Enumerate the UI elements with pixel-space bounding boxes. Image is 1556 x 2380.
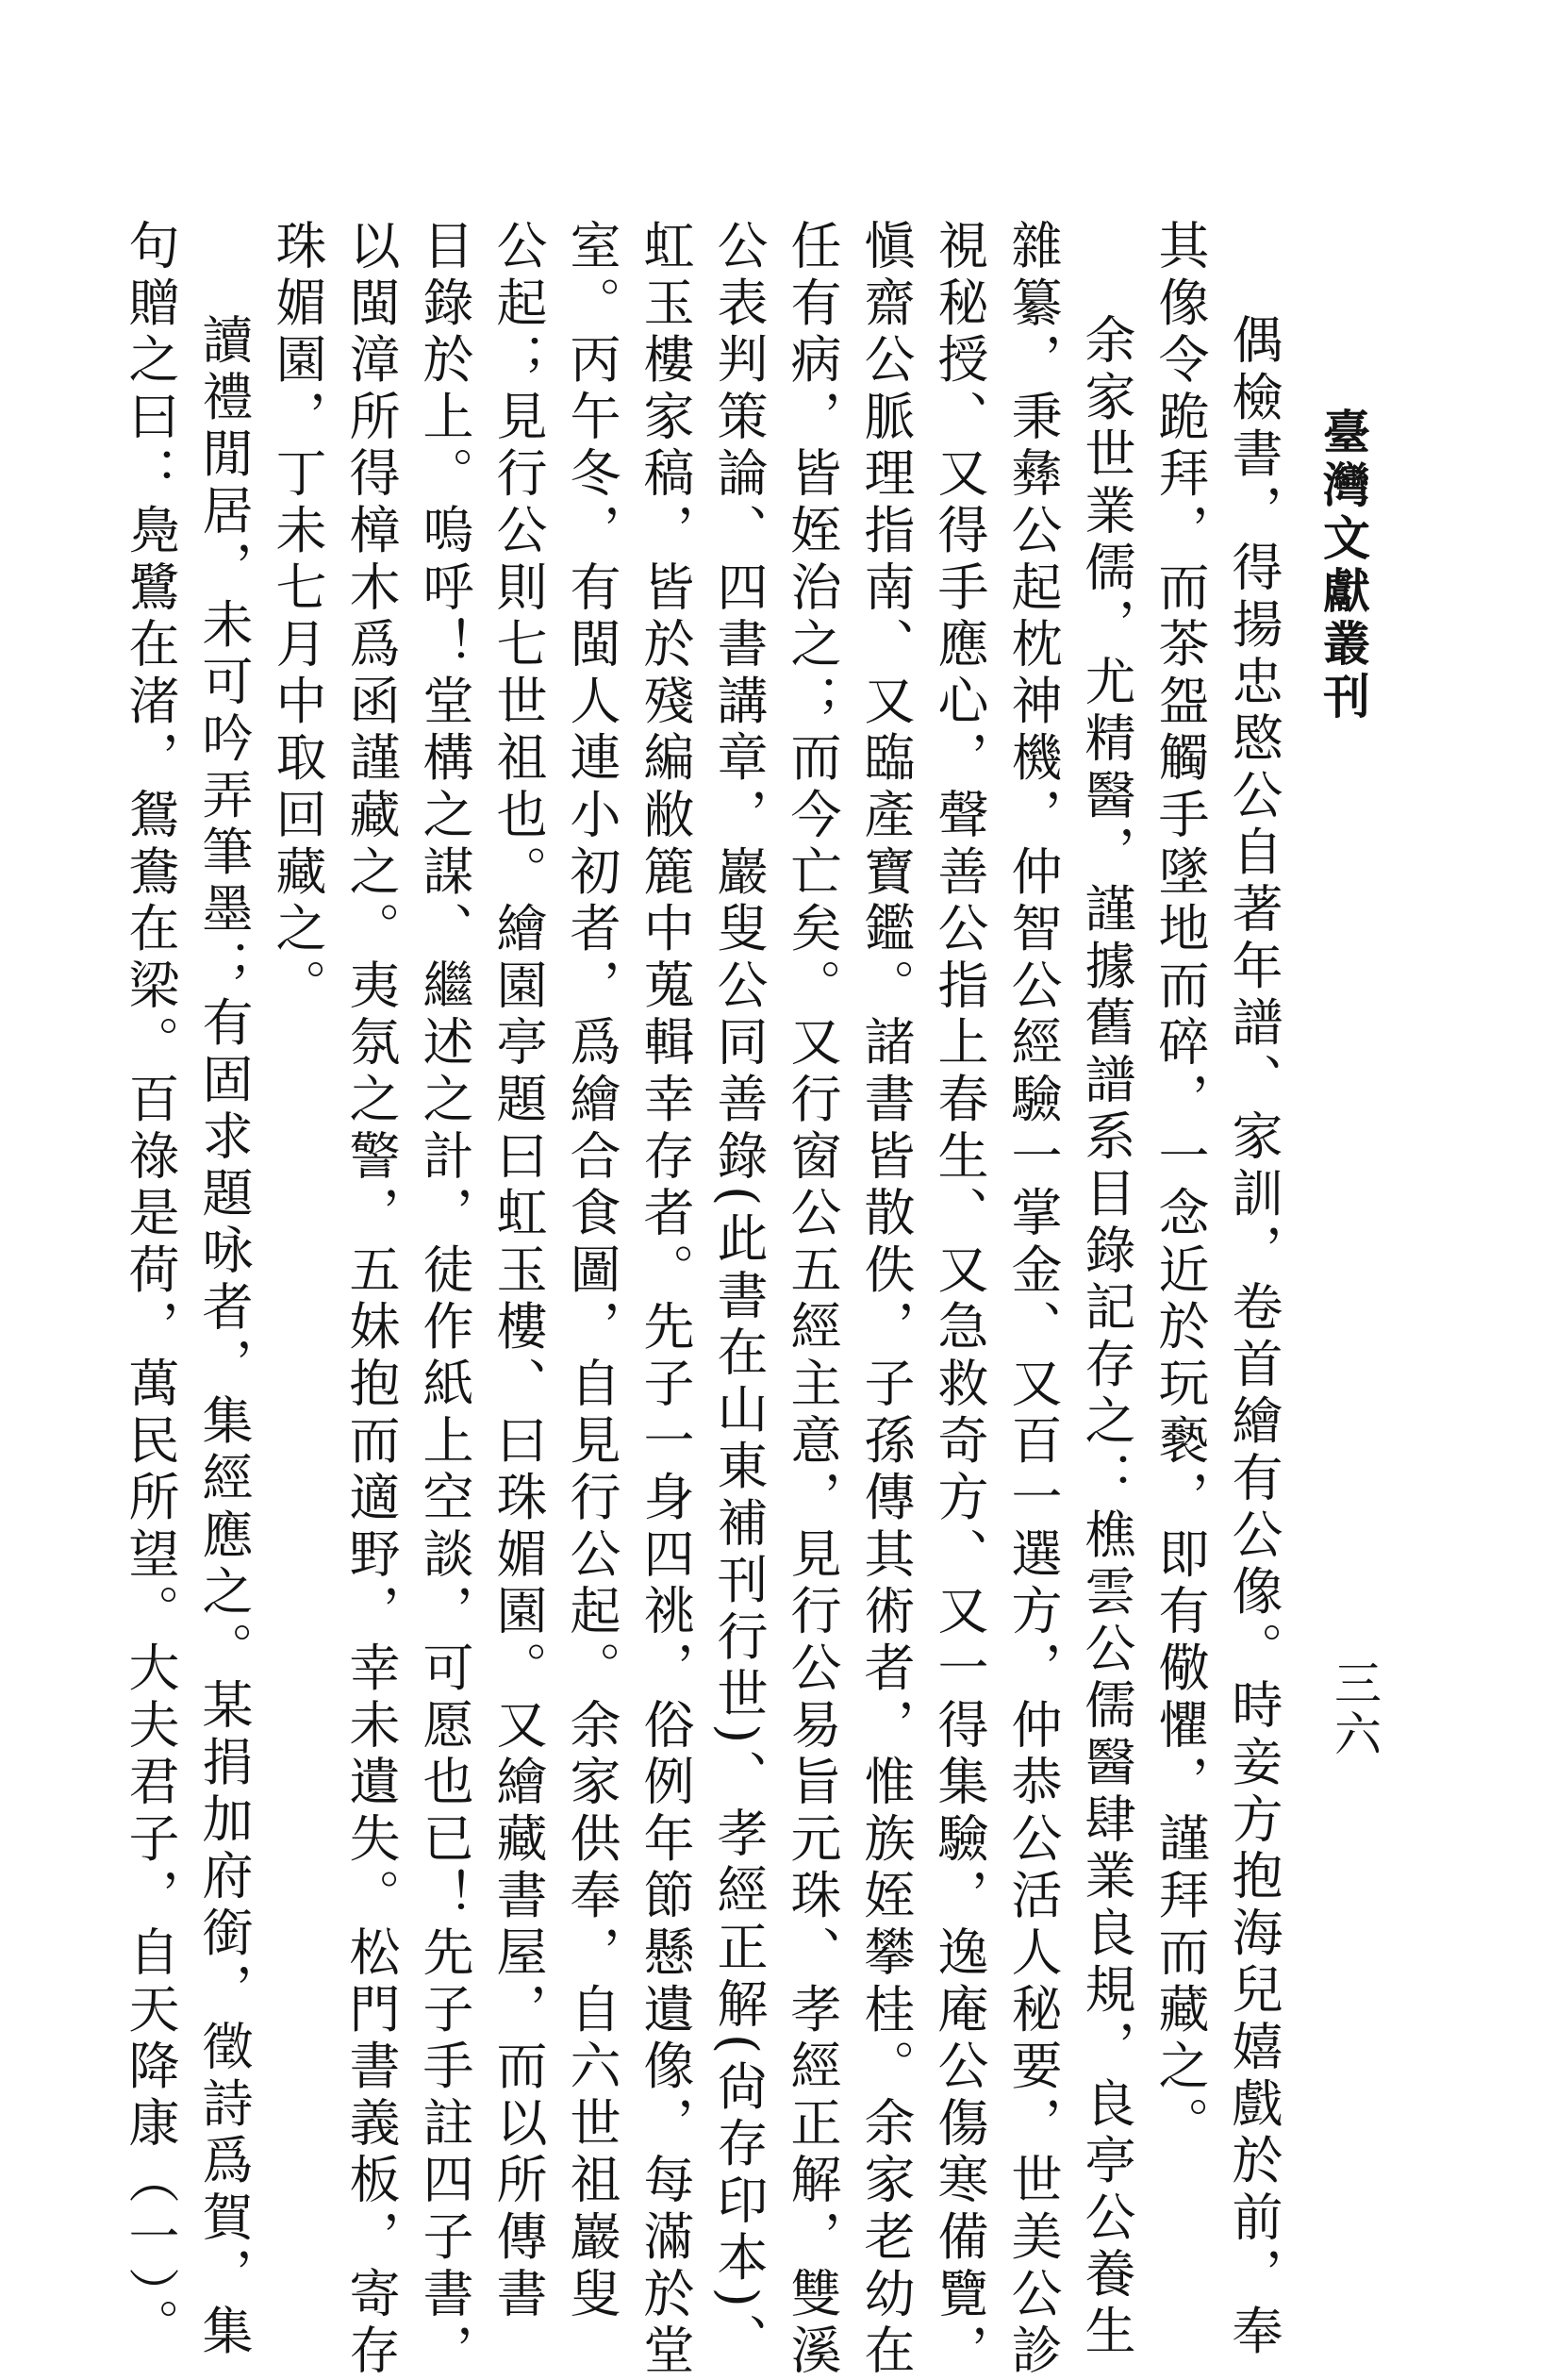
text-column-10: 室。丙午冬，有閩人連小初者，爲繪合食圖，自見行公起。余家供奉，自六世祖巖叟 <box>562 219 621 2324</box>
text-column-6: 愼齋公脈理指南、又臨產寶鑑。諸書皆散佚，子孫傳其術者，惟族姪攀桂。余家老幼在 <box>856 219 916 2380</box>
text-column-8: 公表判策論、四書講章，巖叟公同善錄(此書在山東補刊行世)、孝經正解(尙存印本)、 <box>709 219 769 2371</box>
page-header-title: 臺灣文獻叢刊 <box>1316 408 1371 724</box>
page-number: 三六 <box>1327 1658 1382 1760</box>
text-column-13: 以閩漳所得樟木爲函謹藏之。夷氛之警，五妹抱而適野，幸未遺失。松門書義板，寄存 <box>341 219 401 2380</box>
text-column-15: 讀禮閒居，未可吟弄筆墨；有固求題咏者，集經應之。某捐加府銜，徵詩爲賀，集 <box>194 313 254 2361</box>
text-column-9: 虹玉樓家稿，皆於殘編敝簏中蒐輯幸存者。先子一身四祧，俗例年節懸遺像，每滿於堂 <box>636 219 695 2380</box>
text-column-11: 公起；見行公則七世祖也。繪園亭題曰虹玉樓、曰珠媚園。又繪藏書屋，而以所傳書 <box>488 219 548 2324</box>
text-column-2: 其像令跪拜，而茶盌觸手墜地而碎，一念近於玩褻，即有儆懼，謹拜而藏之。 <box>1150 219 1210 2154</box>
text-column-4: 雜纂，秉彝公起枕神機，仲智公經驗一掌金、又百一選方，仲恭公活人秘要，世美公診 <box>1003 219 1063 2380</box>
text-column-12: 目錄於上。嗚呼！堂構之謀、繼述之計，徒作紙上空談，可愿也已！先子手註四子書， <box>415 219 474 2380</box>
text-column-7: 任有病，皆姪治之；而今亡矣。又行窗公五經主意，見行公易旨元珠、孝經正解，雙溪 <box>783 219 842 2380</box>
text-column-14: 珠媚園，丁未七月中取回藏之。 <box>268 219 327 1016</box>
text-column-1: 偶檢書，得揚忠愍公自著年譜、家訓，卷首繪有公像。時妾方抱海兒嬉戲於前，奉 <box>1224 313 1283 2361</box>
text-column-5: 視秘授、又得手應心，聲善公指上春生、又急救奇方、又一得集驗，逸庵公傷寒備覽， <box>930 219 989 2380</box>
text-column-16: 句贈之曰：鳧鷺在渚，鴛鴦在梁。百祿是荷，萬民所望。大夫君子，自天降康（一）。 <box>121 219 180 2355</box>
text-column-3: 余家世業儒，尤精醫，謹據舊譜系目錄記存之：樵雲公儒醫肆業良規，良亭公養生 <box>1077 313 1136 2361</box>
